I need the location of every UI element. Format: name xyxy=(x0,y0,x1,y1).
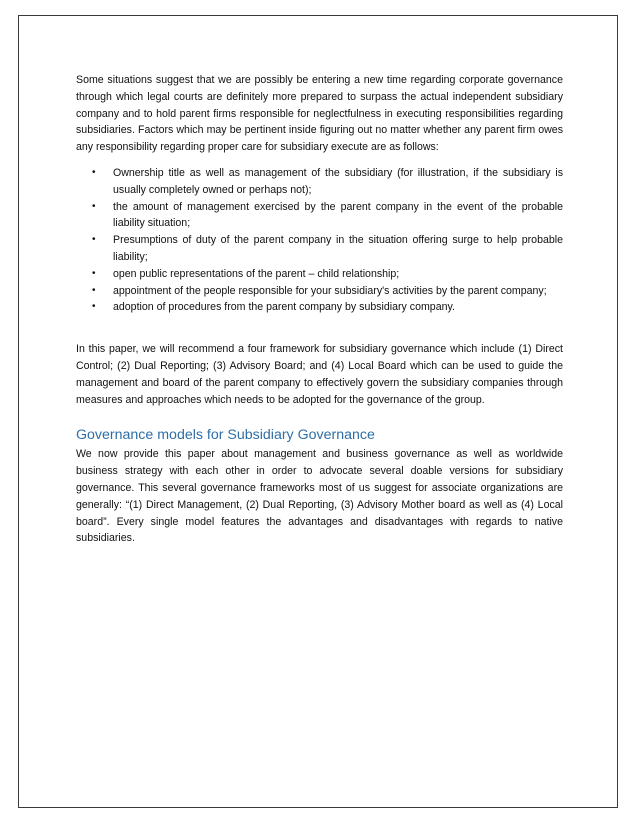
bullet-icon: • xyxy=(92,301,96,313)
list-item xyxy=(76,283,563,300)
framework-paragraph: In this paper, we will recommend a four framework for subsidiary governance which include (1) Direct Control; (2) Dual Reporting; (3) Advisory Board; and (4) Local Board which can be used to guide the management and board of the parent company to effectively govern the subsidiary companies through measures and approaches which needs to be adopted for the governance of the group. xyxy=(76,343,563,406)
bullet-icon: • xyxy=(92,267,96,279)
intro-paragraph: Some situations suggest that we are possibly be entering a new time regarding corporate governance through which legal courts are definitely more prepared to surpass the actual independent subsidiary company and to hold parent firms responsible for neglectfulness in executing responsibilities regarding subsidiaries. Factors which may be pertinent inside figuring out no matter whether any parent firm owes any responsibility regarding proper care for subsidiary execute are as follows: xyxy=(76,74,563,154)
bullet-icon: • xyxy=(92,234,96,246)
bullet-icon: • xyxy=(92,166,96,178)
bullet-icon: • xyxy=(92,284,96,296)
list-item xyxy=(76,299,563,316)
responsibility-factors-list xyxy=(76,165,563,316)
list-item-text: Presumptions of duty of the parent company in the situation offering surge to help probable liability; xyxy=(113,234,563,263)
list-item xyxy=(76,266,563,283)
list-item-text: adoption of procedures from the parent company by subsidiary company. xyxy=(113,301,455,314)
document-body xyxy=(76,72,563,547)
list-item-text: open public representations of the parent – child relationship; xyxy=(113,267,400,280)
list-item-text: Ownership title as well as management of the subsidiary (for illustration, if the subsidiary is usually completely owned or perhaps not); xyxy=(113,166,563,196)
list-item xyxy=(76,199,563,233)
list-item-text: appointment of the people responsible for your subsidiary's activities by the parent company; xyxy=(113,284,547,297)
list-item xyxy=(76,165,563,199)
bullet-icon: • xyxy=(92,200,96,212)
list-item xyxy=(76,232,563,266)
models-paragraph: We now provide this paper about management and business governance as well as worldwide business strategy with each other in order to advocate several doable versions for subsidiary governance. This several governance frameworks most of us suggest for associate organizations are generally: “(1) Direct Management, (2) Dual Reporting, (3) Advisory Mother board as well as (4) Local board”. Every single model features the advantages and disadvantages with regards to native subsidiaries. xyxy=(76,448,563,545)
list-item-text: the amount of management exercised by the parent company in the event of the probable liability situation; xyxy=(113,200,563,230)
section-heading: Governance models for Subsidiary Governance xyxy=(76,427,375,444)
